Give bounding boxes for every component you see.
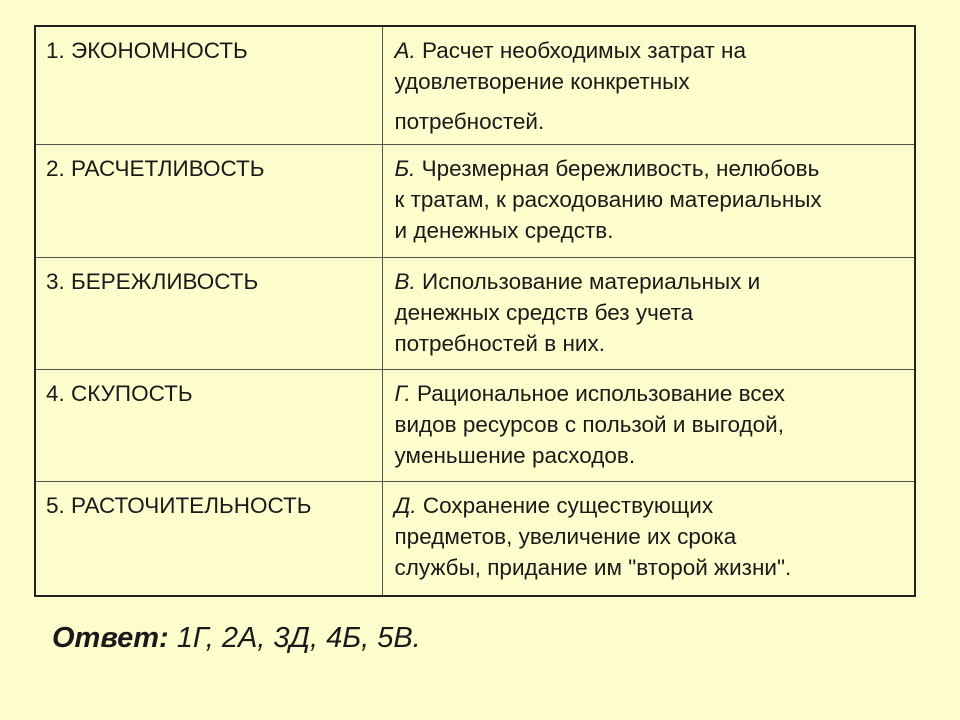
- definition-letter: Б.: [394, 155, 416, 181]
- definition-cell: [382, 26, 915, 144]
- definition-line: видов ресурсов с пользой и выгодой,: [394, 411, 784, 437]
- definition-line: службы, придание им "второй жизни".: [394, 554, 792, 580]
- term-cell: 4. СКУПОСТЬ: [35, 369, 382, 481]
- definition-line: Рациональное использование всех: [417, 380, 785, 406]
- definition-cell: [382, 369, 915, 481]
- definition-line: предметов, увеличение их срока: [394, 523, 737, 549]
- definition-letter: А.: [394, 38, 416, 63]
- answer-value: 1Г, 2А, 3Д, 4Б, 5В.: [176, 622, 421, 654]
- definition-cell: [382, 481, 915, 596]
- definition-line: к тратам, к расходованию материальных: [394, 186, 822, 212]
- definition-line: Чрезмерная бережливость, нелюбовь: [421, 155, 820, 181]
- table-row: [35, 481, 915, 596]
- definition-line: уменьшение расходов.: [394, 442, 636, 468]
- term-cell: 1. ЭКОНОМНОСТЬ: [35, 26, 382, 144]
- definition-cell: [382, 257, 915, 369]
- definition-letter: Д.: [394, 492, 417, 518]
- term-cell: 3. БЕРЕЖЛИВОСТЬ: [35, 257, 382, 369]
- definition-line: денежных средств без учета: [394, 299, 694, 325]
- table-row: [35, 369, 915, 481]
- table-row: [35, 257, 915, 369]
- definition-line: Сохранение существующих: [422, 492, 714, 518]
- definition-cell: [382, 144, 915, 257]
- definition-letter: В.: [394, 268, 416, 294]
- table-row: [35, 144, 915, 257]
- definition-line: потребностей.: [394, 109, 545, 134]
- matching-table: [34, 25, 916, 597]
- definition-line: потребностей в них.: [394, 330, 605, 356]
- term-cell: 2. РАСЧЕТЛИВОСТЬ: [35, 144, 382, 257]
- table-row: [35, 26, 915, 144]
- definition-line: Расчет необходимых затрат на: [422, 38, 746, 63]
- answer-label: Ответ:: [52, 622, 169, 654]
- answer-line: [52, 622, 421, 655]
- definition-line: удовлетворение конкретных: [394, 69, 690, 94]
- definition-letter: Г.: [394, 380, 411, 406]
- definition-line: Использование материальных и: [422, 268, 761, 294]
- term-cell: 5. РАСТОЧИТЕЛЬНОСТЬ: [35, 481, 382, 596]
- definition-line: и денежных средств.: [394, 217, 614, 243]
